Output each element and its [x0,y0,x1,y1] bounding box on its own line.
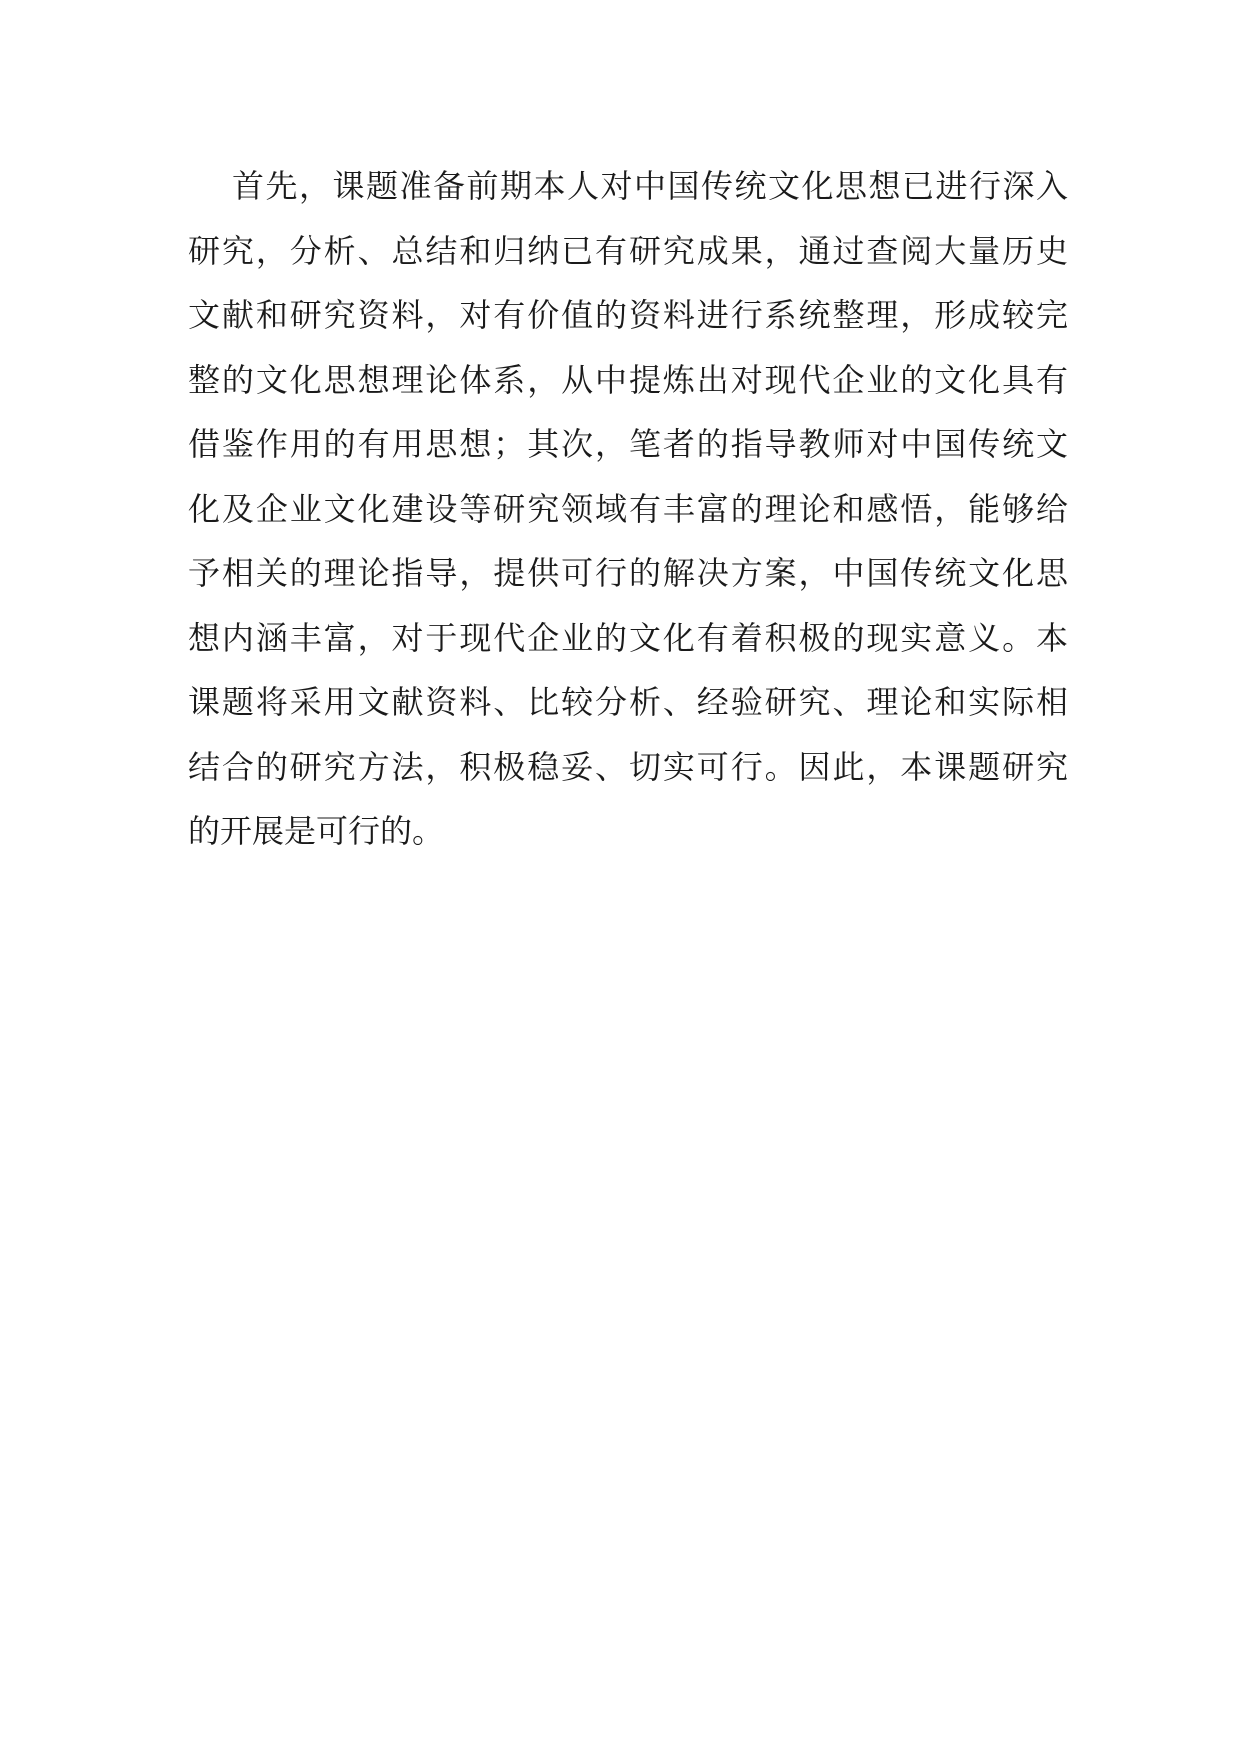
paragraph-line: 予相关的理论指导，提供可行的解决方案，中国传统文化思 [188,554,1068,592]
paragraph-line: 研究，分析、总结和归纳已有研究成果，通过查阅大量历史 [188,231,1068,270]
paragraph-line: 文献和研究资料，对有价值的资料进行系统整理，形成较完 [188,296,1068,334]
paragraph-line: 想内涵丰富，对于现代企业的文化有着积极的现实意义。本 [188,618,1068,657]
paragraph-line: 课题将采用文献资料、比较分析、经验研究、理论和实际相 [188,683,1068,721]
paragraph-line: 结合的研究方法，积极稳妥、切实可行。因此，本课题研究 [188,747,1068,786]
paragraph-line: 整的文化思想理论体系，从中提炼出对现代企业的文化具有 [188,360,1068,399]
paragraph-line: 的开展是可行的。 [188,812,445,850]
paragraph-line: 借鉴作用的有用思想；其次，笔者的指导教师对中国传统文 [188,425,1068,463]
body-paragraph [188,154,1068,864]
paragraph-line: 化及企业文化建设等研究领域有丰富的理论和感悟，能够给 [188,489,1068,528]
paragraph-line: 首先，课题准备前期本人对中国传统文化思想已进行深入 [232,167,1068,205]
